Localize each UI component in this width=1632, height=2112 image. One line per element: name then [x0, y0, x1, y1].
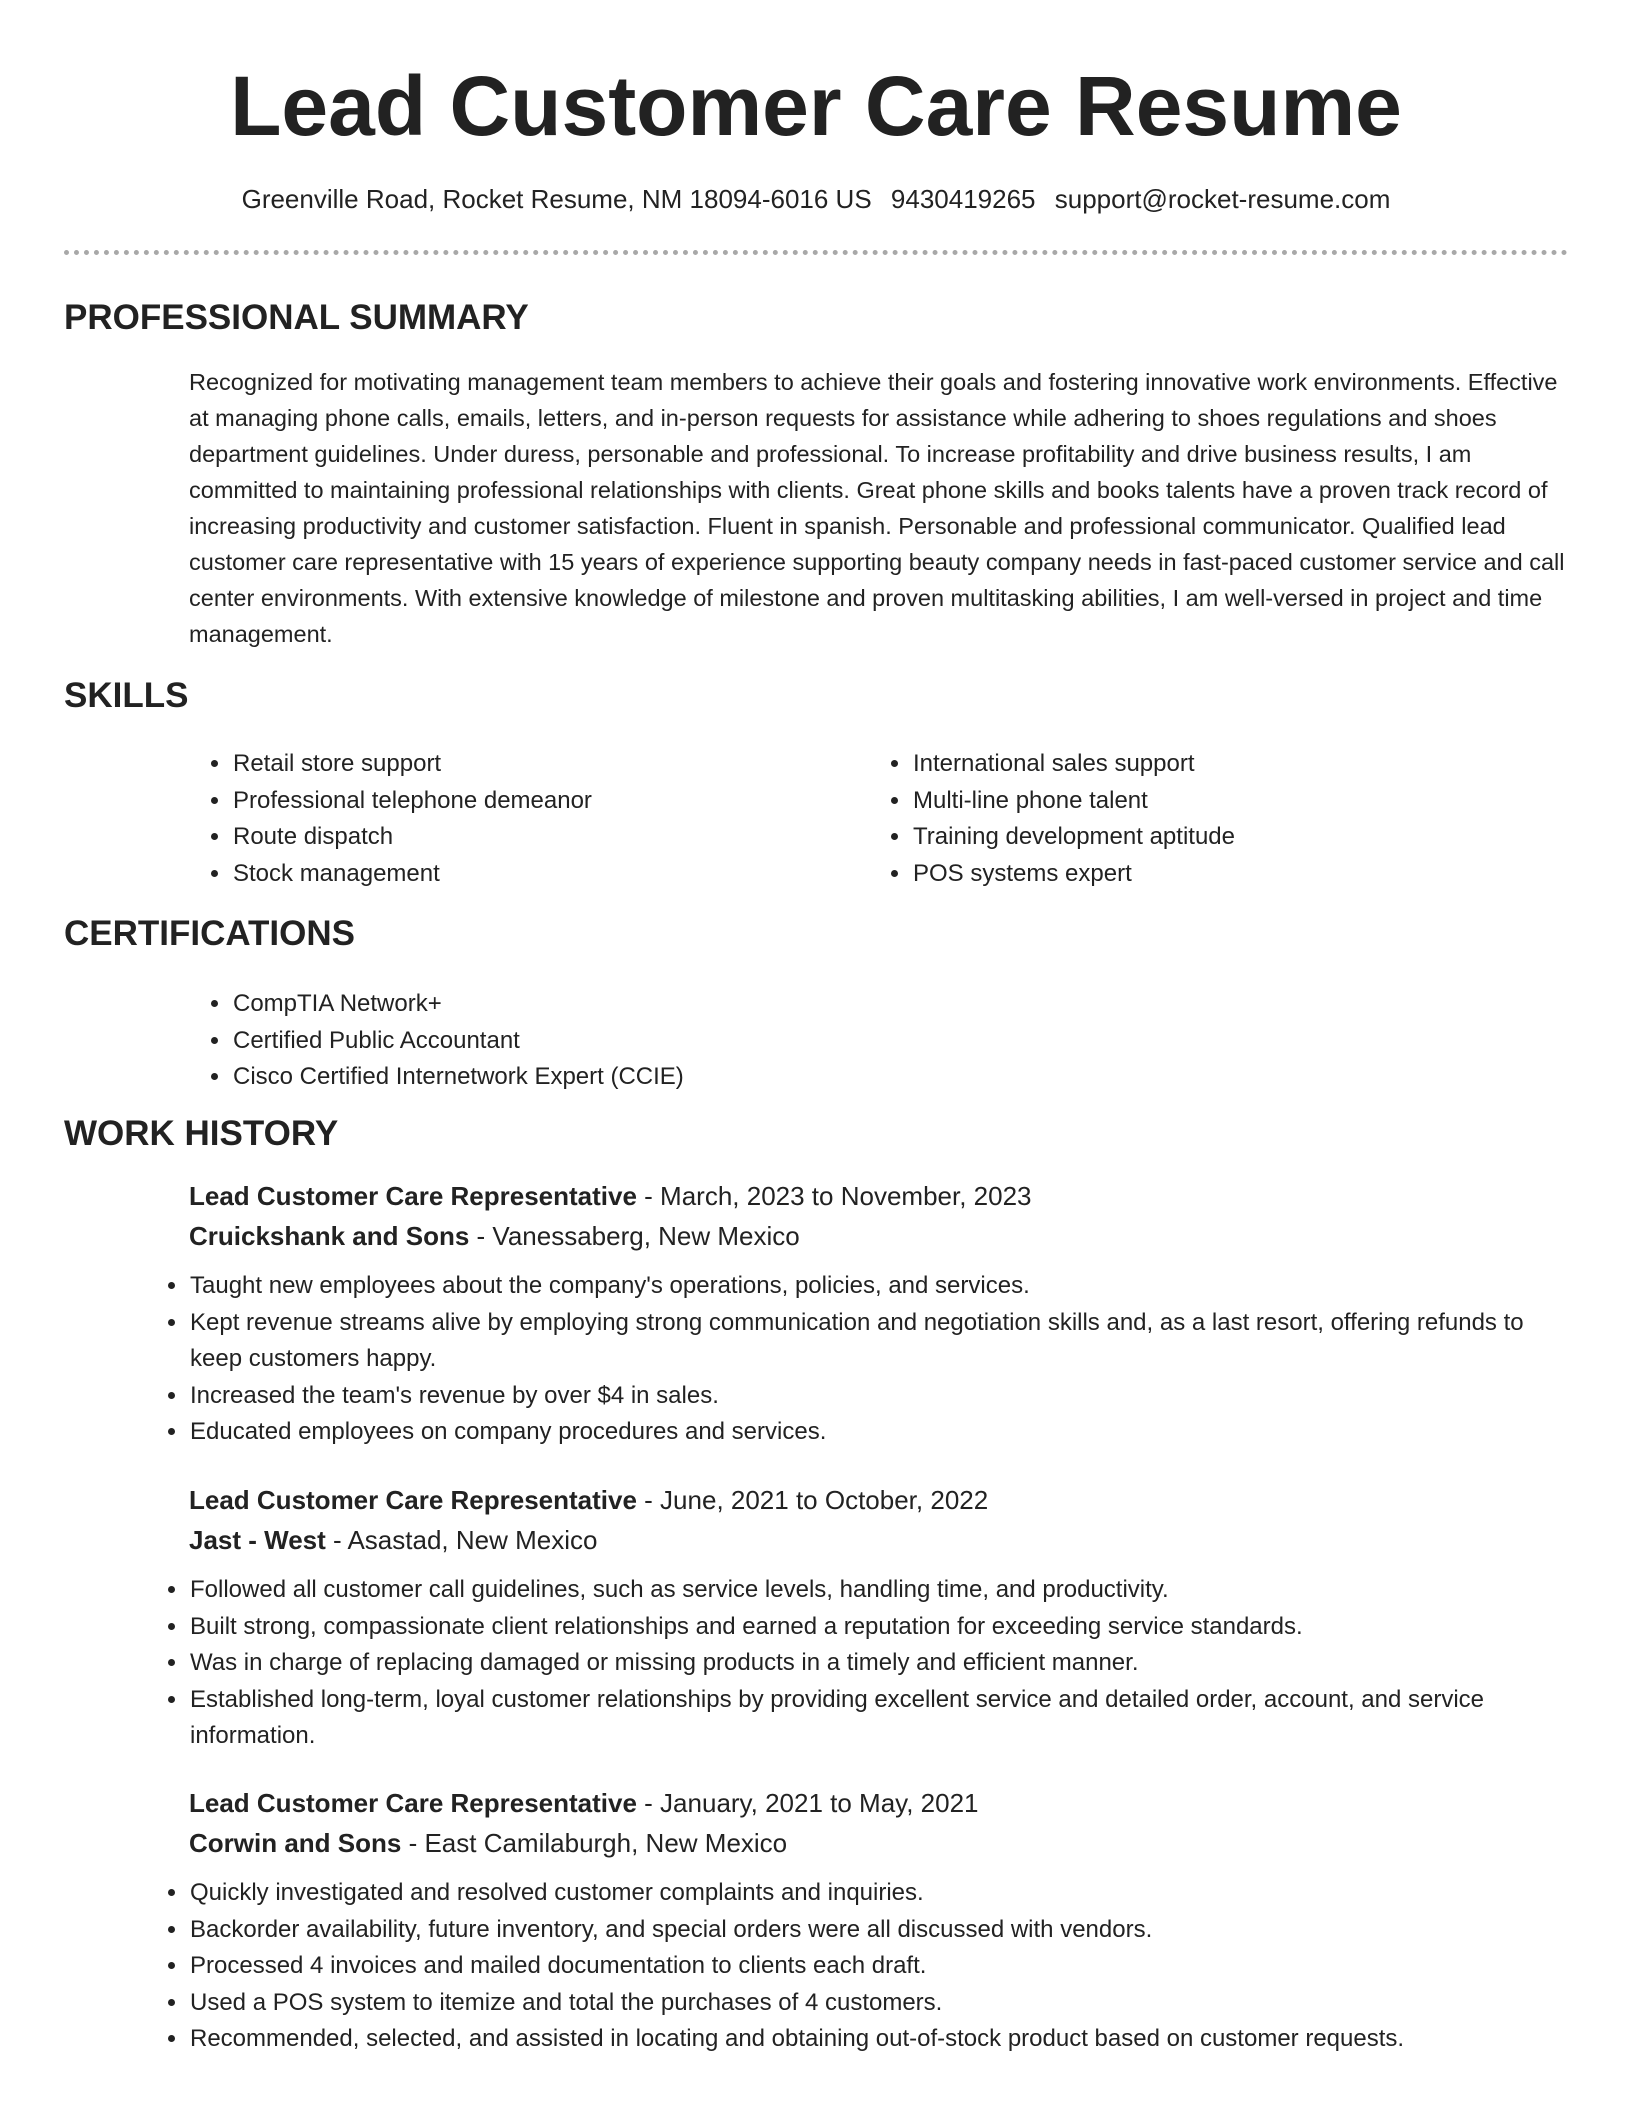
job-entry: [189, 1783, 1574, 2058]
job-entry: [189, 1480, 1574, 1755]
job-bullet: • Taught new employees about the company's operations, policies, and services.: [189, 1268, 1574, 1305]
skill-item: • POS systems expert: [912, 856, 1569, 893]
resume-title: Lead Customer Care Resume: [230, 59, 1402, 153]
job-dates: - January, 2021 to May, 2021: [636, 1788, 979, 1818]
job-company-line: [189, 1823, 1574, 1863]
contact-line: [0, 182, 1632, 216]
certification-item: • Certified Public Accountant: [232, 1023, 1569, 1060]
job-bullet: • Used a POS system to itemize and total the purchases of 4 customers.: [189, 1985, 1574, 2022]
skills-column-left: [189, 746, 849, 892]
section-title-certifications: CERTIFICATIONS: [64, 914, 356, 953]
skill-item: • Route dispatch: [232, 819, 849, 856]
skill-item: • Professional telephone demeanor: [232, 783, 849, 820]
section-title-skills: SKILLS: [64, 676, 189, 715]
job-role: Lead Customer Care Representative: [189, 1181, 637, 1211]
job-location: - Asastad, New Mexico: [325, 1525, 598, 1555]
job-bullet: • Was in charge of replacing damaged or missing products in a timely and efficient manner.: [189, 1645, 1574, 1682]
job-bullet: • Quickly investigated and resolved customer complaints and inquiries.: [189, 1875, 1574, 1912]
section-title-summary: PROFESSIONAL SUMMARY: [64, 298, 529, 337]
job-bullet: • Followed all customer call guidelines, such as service levels, handling time, and productivity.: [189, 1572, 1574, 1609]
job-bullet: • Kept revenue streams alive by employing strong communication and negotiation skills and, as a last resort, offering refunds to keep customers happy.: [189, 1305, 1574, 1378]
job-bullet: • Backorder availability, future inventory, and special orders were all discussed with vendors.: [189, 1912, 1574, 1949]
certification-item: • CompTIA Network+: [232, 986, 1569, 1023]
job-location: - Vanessaberg, New Mexico: [469, 1221, 800, 1251]
skill-item: • International sales support: [912, 746, 1569, 783]
summary-text: Recognized for motivating management team members to achieve their goals and fostering innovative work environments. Effective at managing phone calls, emails, letters, and in-person requests for assistance while adhering to shoes regulations and shoes department guidelines. Under duress, personable and professional. To increase profitability and drive business results, I am committed to maintaining professional relationships with clients. Great phone skills and books talents have a proven track record of increasing productivity and customer satisfaction. Fluent in spanish. Personable and professional communicator. Qualified lead customer care representative with 15 years of experience supporting beauty company needs in fast-paced customer service and call center environments. With extensive knowledge of milestone and proven multitasking abilities, I am well-versed in project and time management.: [189, 369, 1565, 647]
contact-address: Greenville Road, Rocket Resume, NM 18094-6016 US: [241, 184, 872, 214]
job-company: Cruickshank and Sons: [189, 1221, 470, 1251]
job-dates: - March, 2023 to November, 2023: [636, 1181, 1032, 1211]
job-role: Lead Customer Care Representative: [189, 1788, 637, 1818]
skill-item: • Stock management: [232, 856, 849, 893]
skills-column-right: [869, 746, 1569, 892]
contact-phone: 9430419265: [890, 184, 1036, 214]
contact-email: support@rocket-resume.com: [1054, 184, 1391, 214]
job-role-line: [189, 1176, 1574, 1216]
job-bullet: • Recommended, selected, and assisted in locating and obtaining out-of-stock product based on customer requests.: [189, 2021, 1574, 2058]
job-company: Jast - West: [189, 1525, 326, 1555]
job-bullet: • Increased the team's revenue by over $4 in sales.: [189, 1378, 1574, 1415]
skill-item: • Training development aptitude: [912, 819, 1569, 856]
job-dates: - June, 2021 to October, 2022: [636, 1485, 989, 1515]
job-bullet: • Educated employees on company procedures and services.: [189, 1414, 1574, 1451]
job-role: Lead Customer Care Representative: [189, 1485, 637, 1515]
skill-item: • Multi-line phone talent: [912, 783, 1569, 820]
header-divider: [64, 250, 1568, 255]
skill-item: • Retail store support: [232, 746, 849, 783]
job-role-line: [189, 1480, 1574, 1520]
job-entry: [189, 1176, 1574, 1451]
certification-item: • Cisco Certified Internetwork Expert (CCIE): [232, 1059, 1569, 1096]
job-company: Corwin and Sons: [189, 1828, 402, 1858]
job-company-line: [189, 1216, 1574, 1256]
job-company-line: [189, 1520, 1574, 1560]
section-title-work-history: WORK HISTORY: [64, 1114, 339, 1153]
certifications-list: [189, 986, 1569, 1096]
job-bullet: • Processed 4 invoices and mailed documentation to clients each draft.: [189, 1948, 1574, 1985]
job-location: - East Camilaburgh, New Mexico: [401, 1828, 788, 1858]
job-role-line: [189, 1783, 1574, 1823]
job-bullet: • Built strong, compassionate client relationships and earned a reputation for exceeding service standards.: [189, 1609, 1574, 1646]
job-bullet: • Established long-term, loyal customer relationships by providing excellent service and detailed order, account, and service information.: [189, 1682, 1574, 1755]
